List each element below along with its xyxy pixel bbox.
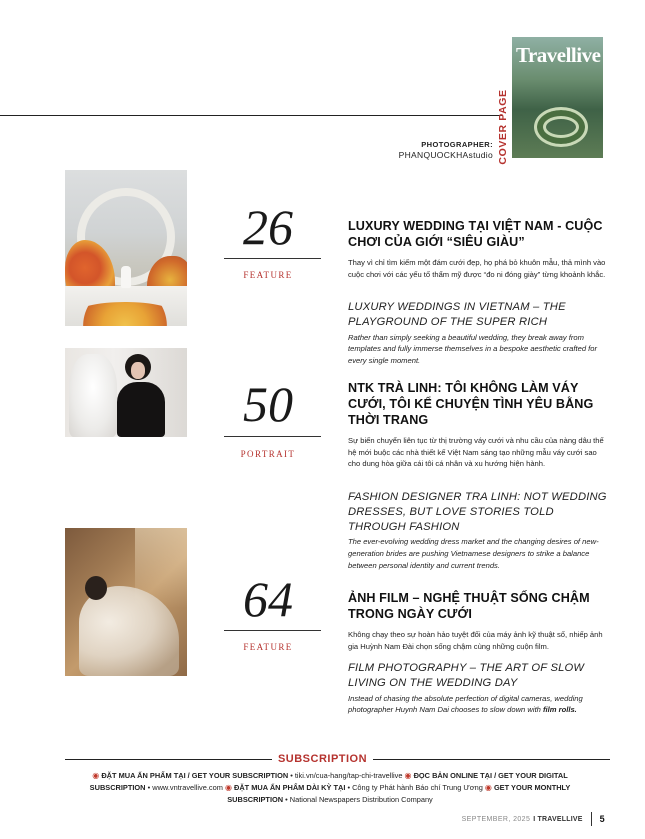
article-luxury-wedding-vn[interactable]	[348, 218, 610, 280]
article-summary-vn: Thay vì chỉ tìm kiếm một đám cưới đẹp, họ phá bỏ khuôn mẫu, thả mình vào cuộc chơi với các yếu tố thẩm mỹ được “đo ni đóng giày” từng khoảnh khắc.	[348, 258, 606, 279]
article-title-vn: NTK TRÀ LINH: TÔI KHÔNG LÀM VÁY CƯỚI, TÔI KỂ CHUYỆN TÌNH YÊU BẰNG THỜI TRANG	[348, 381, 594, 428]
section-label-feature: FEATURE	[243, 642, 293, 652]
cover-thumbnail[interactable]	[512, 37, 603, 158]
cover-masthead: Travellive	[516, 43, 601, 67]
number-rule	[224, 630, 321, 631]
section-label-portrait: PORTRAIT	[240, 449, 296, 459]
number-rule	[224, 436, 321, 437]
header-rule	[0, 115, 502, 116]
website-link[interactable]: www.vntravellive.com	[152, 783, 223, 792]
issue-date: SEPTEMBER, 2025	[461, 815, 531, 823]
spiral-garden-image	[534, 107, 588, 147]
wedding-arch-photo[interactable]	[65, 170, 187, 326]
page-number-64[interactable]: 64	[243, 571, 293, 627]
article-summary-en: Instead of chasing the absolute perfection of digital cameras, wedding photographer Huynh Nam Dai chooses to slow down with film rolls.	[348, 693, 583, 715]
footer-brand: I TRAVELLIVE	[533, 815, 583, 823]
page-number: 5	[599, 814, 605, 824]
page-number-50[interactable]: 50	[243, 376, 293, 432]
photographer-credit	[399, 140, 493, 160]
article-title-vn: LUXURY WEDDING TẠI VIỆT NAM - CUỘC CHƠI CỦA GIỚI “SIÊU GIÀU”	[348, 219, 603, 250]
cover-page-label: COVER PAGE	[497, 89, 509, 165]
article-luxury-wedding-en[interactable]	[348, 300, 610, 367]
subscription-heading: SUBSCRIPTION	[0, 749, 645, 767]
footer-divider	[591, 812, 592, 826]
photographer-name: PHANQUOCKHAstudio	[398, 150, 493, 160]
tiki-link[interactable]: tiki.vn/cua-hang/tap-chi-travellive	[294, 771, 403, 780]
film-bride-photo[interactable]	[65, 528, 187, 676]
designer-portrait-photo[interactable]	[65, 348, 187, 437]
article-tra-linh-vn[interactable]	[348, 380, 610, 470]
page-number-26[interactable]: 26	[243, 199, 293, 255]
subscription-info: ◉ ĐẶT MUA ẤN PHẨM TẠI / GET YOUR SUBSCRIPTION • tiki.vn/cua-hang/tap-chi-travellive ◉ ĐỌC BẢN ONLINE TẠI / GET YOUR DIGITAL SUBSCRIPTION • www.vntravellive.com ◉ ĐẶT MUA ẤN PHẨM DÀI KỲ TẠI • Công ty Phát hành Báo chí Trung Ương ◉ GET YOUR MONTHLY SUBSCRIPTION • National Newspapers Distribution Company	[89, 771, 571, 804]
article-film-photography-vn[interactable]	[348, 590, 610, 652]
bullet-icon: ◉	[404, 771, 412, 780]
bullet-icon: ◉	[224, 783, 232, 792]
number-rule	[224, 258, 321, 259]
article-summary-vn: Sự biến chuyển liên tục từ thị trường váy cưới và nhu cầu của nàng dâu thế hệ mới buộc các nhà thiết kế Việt Nam sáng tạo những mẫu váy cưới sao cho dung hòa giữa cái tôi cá nhân và xu hướng hiện hành.	[348, 436, 604, 469]
article-summary-en: Rather than simply seeking a beautiful wedding, they break away from templates and fully immerse themselves in a bespoke aesthetic crafted for every single moment.	[348, 332, 598, 366]
article-film-photography-en[interactable]	[348, 661, 610, 716]
section-label-feature: FEATURE	[243, 270, 293, 280]
page-footer	[462, 812, 605, 826]
article-title-en: FASHION DESIGNER TRA LINH: NOT WEDDING DRESSES, BUT LOVE STORIES TOLD THROUGH FASHION	[348, 491, 607, 533]
bullet-icon: ◉	[92, 771, 100, 780]
article-tra-linh-en[interactable]	[348, 490, 610, 572]
article-title-vn: ẢNH FILM – NGHỆ THUẬT SỐNG CHẬM TRONG NGÀY CƯỚI	[348, 591, 590, 622]
article-title-en: FILM PHOTOGRAPHY – THE ART OF SLOW LIVING ON THE WEDDING DAY	[348, 662, 585, 689]
article-summary-vn: Không chạy theo sự hoàn hảo tuyệt đối của máy ảnh kỹ thuật số, nhiếp ảnh gia Huỳnh Nam Đài chọn sống chậm cùng những cuộn film.	[348, 630, 603, 651]
article-summary-en: The ever-evolving wedding dress market and the changing desires of new-generation brides are pushing Vietnamese designers to strike a balance between personal identity and current trends.	[348, 537, 599, 570]
article-title-en: LUXURY WEDDINGS IN VIETNAM – THE PLAYGROUND OF THE SUPER RICH	[348, 301, 566, 328]
bullet-icon: ◉	[484, 783, 492, 792]
photographer-label: PHOTOGRAPHER:	[421, 140, 493, 149]
